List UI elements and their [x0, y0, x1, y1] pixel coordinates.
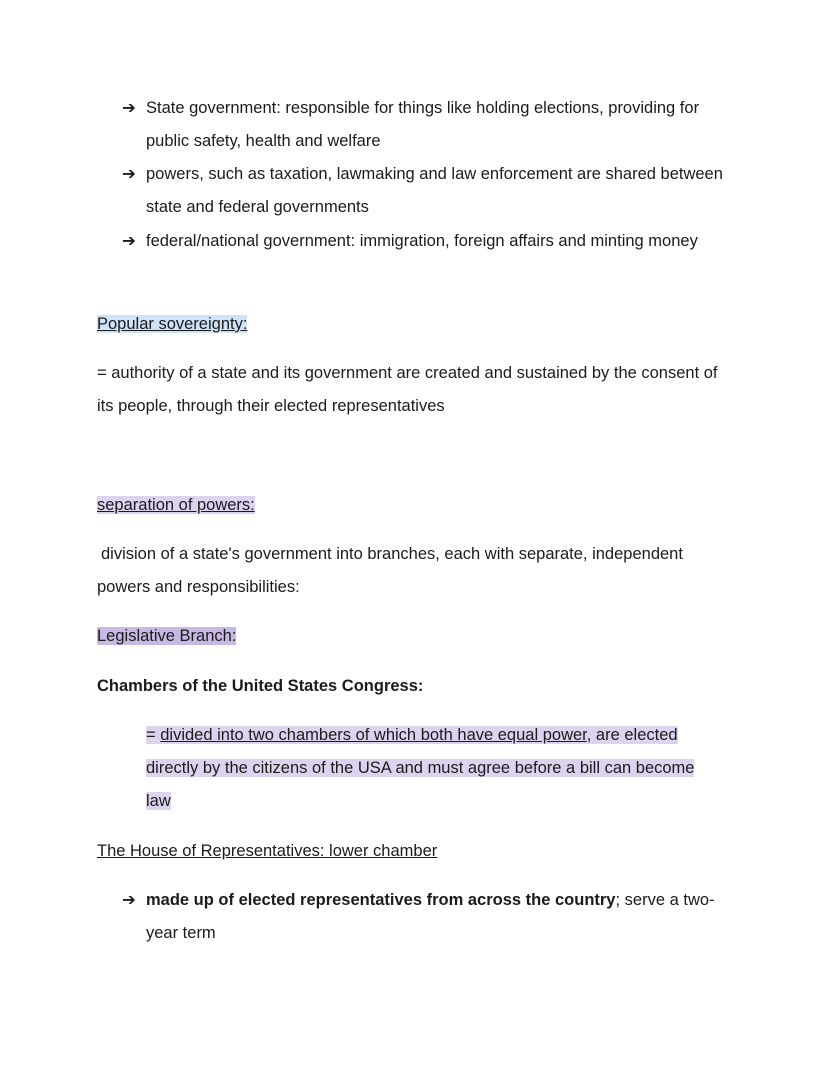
definition-underlined: divided into two chambers of which both have equal power	[160, 726, 587, 744]
arrow-icon: ➔	[122, 165, 136, 183]
arrow-icon: ➔	[122, 891, 136, 909]
bullet-rest-text: ; serve a two-year term	[146, 891, 715, 942]
separation-of-powers-definition: division of a state's government into branches, each with separate, independent powers and responsibilities:	[97, 545, 683, 596]
separation-of-powers-heading-row	[97, 489, 737, 522]
popular-sovereignty-heading-row	[97, 308, 737, 341]
arrow-icon: ➔	[122, 232, 136, 250]
legislative-branch-heading: Legislative Branch:	[97, 627, 237, 645]
bullet-text: powers, such as taxation, lawmaking and law enforcement are shared between state and federal governments	[146, 165, 723, 216]
congress-definition	[146, 719, 718, 818]
arrow-icon: ➔	[122, 99, 136, 117]
bullet-text: federal/national government: immigration, foreign affairs and minting money	[146, 232, 698, 250]
bullet-federal-government	[122, 225, 732, 258]
popular-sovereignty-definition: = authority of a state and its government are created and sustained by the consent of its people, through their elected representatives	[97, 364, 718, 415]
bullet-shared-powers	[122, 158, 732, 224]
congress-chambers-heading: Chambers of the United States Congress:	[97, 677, 424, 695]
definition-prefix: =	[146, 726, 161, 744]
house-heading: The House of Representatives: lower chamber	[97, 842, 438, 860]
bullet-state-government	[122, 92, 732, 158]
separation-of-powers-heading: separation of powers:	[97, 496, 255, 514]
bullet-text: State government: responsible for things like holding elections, providing for public safety, health and welfare	[146, 99, 700, 150]
bullet-bold-text: made up of elected representatives from across the country	[146, 891, 616, 909]
bullet-text	[146, 884, 732, 950]
popular-sovereignty-heading: Popular sovereignty:	[97, 315, 248, 333]
legislative-heading-row	[97, 620, 737, 653]
definition-rest: , are elected directly by the citizens of the USA and must agree before a bill can become law	[146, 726, 695, 810]
bullet-house-members	[122, 884, 732, 950]
